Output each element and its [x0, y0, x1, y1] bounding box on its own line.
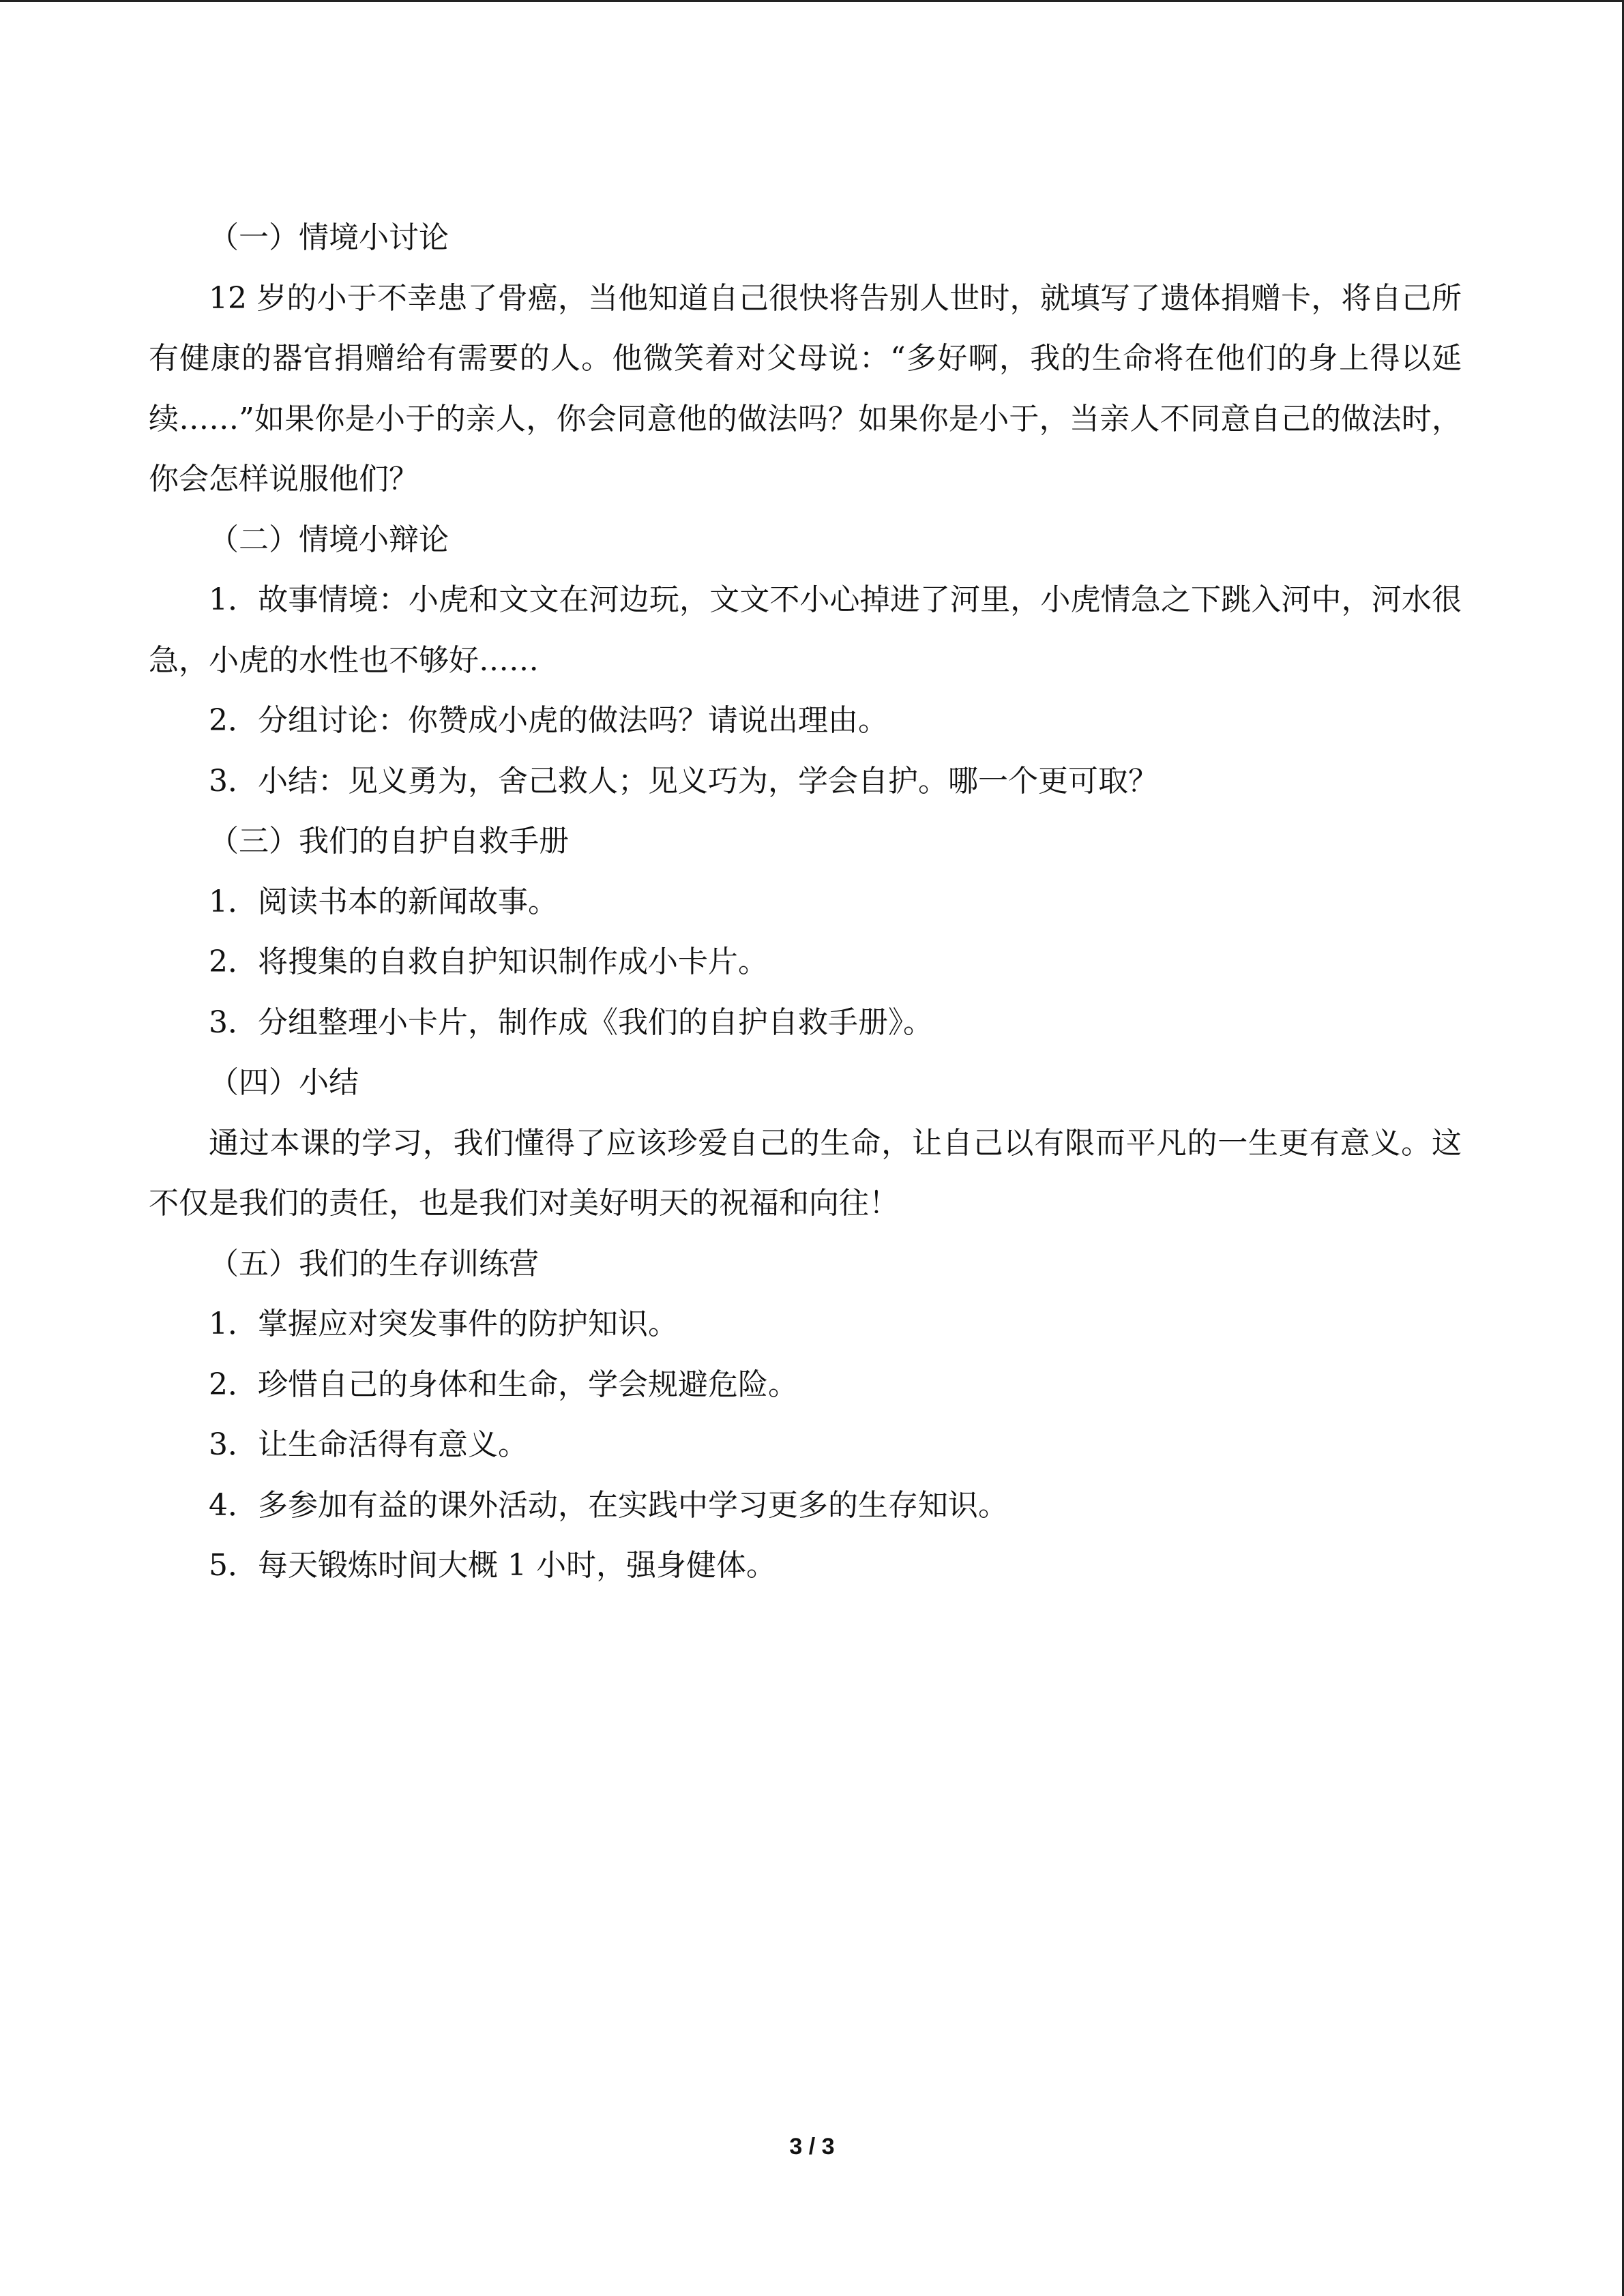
list-item: 2．将搜集的自救自护知识制作成小卡片。 — [209, 944, 768, 979]
page-number: 3 / 3 — [789, 2134, 835, 2160]
list-item: 4．多参加有益的课外活动，在实践中学习更多的生存知识。 — [209, 1487, 1008, 1523]
page-top-border — [0, 0, 1624, 5]
list-item: 3．小结：见义勇为，舍己救人；见义巧为，学会自护。哪一个更可取？ — [209, 763, 1158, 799]
list-item: 2．珍惜自己的身体和生命，学会规避危险。 — [209, 1367, 798, 1402]
list-item: 5．每天锻炼时间大概 1 小时，强身健体。 — [209, 1548, 776, 1583]
section-heading: （二）情境小辩论 — [209, 522, 449, 557]
paragraph: 通过本课的学习，我们懂得了应该珍爱自己的生命，让自己以有限而平凡的一生更有意义。这不仅是我们的责任，也是我们对美好明天的祝福和向往！ — [149, 1125, 1462, 1221]
document-body — [149, 208, 1462, 1596]
list-item: 1．故事情境：小虎和文文在河边玩，文文不小心掉进了河里，小虎情急之下跳入河中，河水很急，小虎的水性也不够好…… — [149, 582, 1462, 678]
list-item: 3．让生命活得有意义。 — [209, 1427, 528, 1462]
paragraph: 12 岁的小于不幸患了骨癌，当他知道自己很快将告别人世时，就填写了遗体捐赠卡，将自己所有健康的器官捐赠给有需要的人。他微笑着对父母说：“多好啊，我的生命将在他们的身上得以延续……”如果你是小于的亲人，你会同意他的做法吗？如果你是小于，当亲人不同意自己的做法时，你会怎样说服他们？ — [149, 280, 1462, 496]
section-heading: （五）我们的生存训练营 — [209, 1246, 539, 1281]
list-item: 1．掌握应对突发事件的防护知识。 — [209, 1307, 678, 1341]
section-heading: （一）情境小讨论 — [209, 220, 449, 255]
list-item: 1．阅读书本的新闻故事。 — [209, 884, 558, 919]
section-heading: （四）小结 — [209, 1065, 359, 1100]
list-item: 2．分组讨论：你赞成小虎的做法吗？请说出理由。 — [209, 703, 888, 738]
section-heading: （三）我们的自护自救手册 — [209, 824, 569, 859]
list-item: 3．分组整理小卡片，制作成《我们的自护自救手册》。 — [209, 1004, 933, 1040]
